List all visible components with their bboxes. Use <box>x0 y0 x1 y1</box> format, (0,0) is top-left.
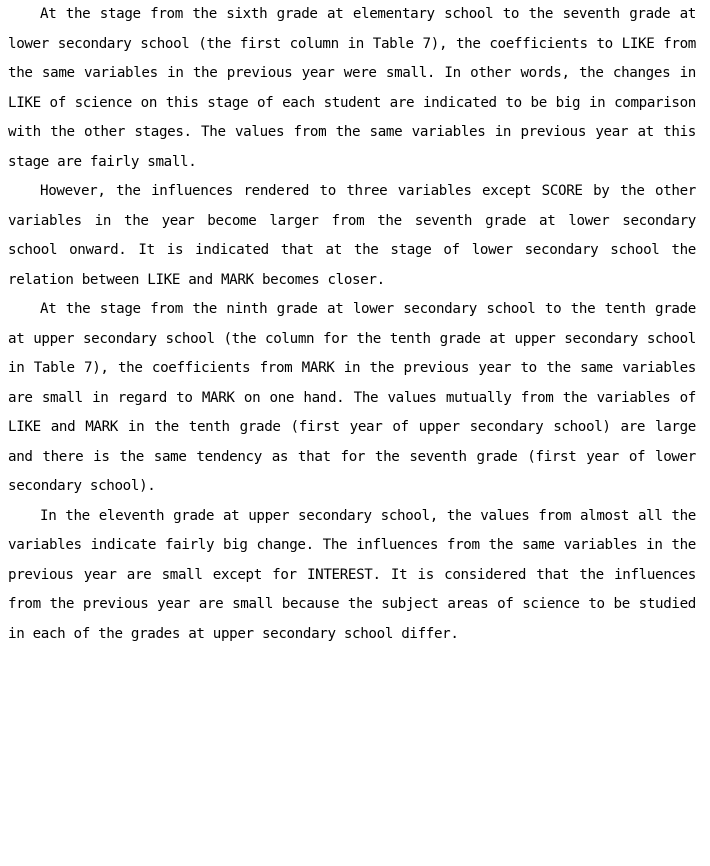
paragraph-2: However, the influences rendered to three variables except SCORE by the other variables in the year become larger from the seventh grade at lower secondary school onward. It is indicated that at the stage of lower secondary school the relation between LIKE and MARK becomes closer. <box>8 183 696 288</box>
document-page <box>8 0 696 649</box>
paragraph-3: At the stage from the ninth grade at lower secondary school to the tenth grade at upper secondary school (the column for the tenth grade at upper secondary school in Table 7), the coefficients from MARK in the previous year to the same variables are small in regard to MARK on one hand. The values mutually from the variables of LIKE and MARK in the tenth grade (first year of upper secondary school) are large and there is the same tendency as that for the seventh grade (first year of lower secondary school). <box>8 301 696 494</box>
paragraph-1: At the stage from the sixth grade at elementary school to the seventh grade at lower secondary school (the first column in Table 7), the coefficients to LIKE from the same variables in the previous year were small. In other words, the changes in LIKE of science on this stage of each student are indicated to be big in comparison with the other stages. The values from the same variables in previous year at this stage are fairly small. <box>8 6 696 170</box>
paragraph-4: In the eleventh grade at upper secondary school, the values from almost all the variables indicate fairly big change. The influences from the same variables in the previous year are small except for INTEREST. It is considered that the influences from the previous year are small because the subject areas of science to be studied in each of the grades at upper secondary school differ. <box>8 507 696 642</box>
